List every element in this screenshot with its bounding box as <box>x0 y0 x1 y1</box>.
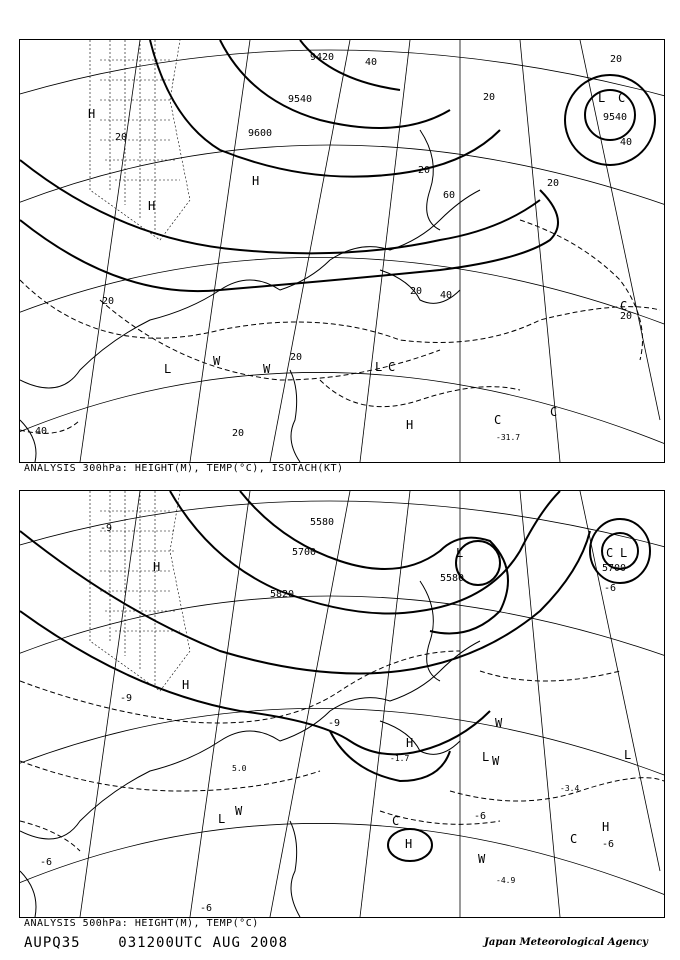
station-value: -4.9 <box>496 876 516 885</box>
analysis-500hpa-map <box>19 490 665 918</box>
pressure-symbols <box>153 546 631 866</box>
isotach-label: 20 <box>547 178 560 189</box>
isotach-label: 20 <box>483 92 496 103</box>
pressure-symbol: C <box>388 360 396 374</box>
map-500hpa-svg <box>20 491 664 917</box>
height-label: 5820 <box>270 589 295 600</box>
pressure-symbol: W <box>478 852 486 866</box>
pressure-symbol: H <box>153 560 161 574</box>
temp-labels <box>40 523 616 914</box>
isotach-label: 40 <box>440 290 453 301</box>
temp-label: -6 <box>200 903 213 914</box>
pressure-symbol: W <box>495 716 503 730</box>
height-label: 5700 <box>602 563 627 574</box>
isotach-label: 40 <box>35 426 48 437</box>
isotach-label: 20 <box>410 286 423 297</box>
pressure-symbol: L <box>456 546 464 560</box>
temp-label: -6 <box>40 857 53 868</box>
pressure-symbol: C <box>618 91 626 105</box>
pressure-symbol: H <box>405 837 413 851</box>
temp-label: -6 <box>474 811 487 822</box>
pressure-symbol: L <box>598 91 606 105</box>
isotach-label: 40 <box>365 57 378 68</box>
pressure-symbol: H <box>88 107 96 121</box>
pressure-symbol: W <box>213 354 221 368</box>
pressure-symbol: L <box>624 748 632 762</box>
pressure-symbol: C <box>494 413 502 427</box>
pressure-symbol: C <box>392 814 400 828</box>
pressure-symbol: L <box>482 750 490 764</box>
station-values <box>232 754 579 885</box>
isotach-label: 40 <box>620 137 633 148</box>
height-labels <box>248 52 627 139</box>
pressure-symbol: W <box>492 754 500 768</box>
analysis-datetime: 031200UTC AUG 2008 <box>118 935 289 951</box>
analysis-300hpa-map <box>19 39 665 463</box>
pressure-symbol: C <box>550 405 558 419</box>
pressure-symbol: H <box>148 199 156 213</box>
pressure-symbol: L <box>620 546 628 560</box>
pressure-symbol: C <box>570 832 578 846</box>
pressure-symbol: L <box>218 812 226 826</box>
height-label: 9600 <box>248 128 273 139</box>
caption-300hpa: ANALYSIS 300hPa: HEIGHT(M), TEMP(°C), ISOTACH(KT) <box>24 463 344 474</box>
isotach-labels <box>35 54 632 439</box>
temp-label: -9 <box>328 718 341 729</box>
pressure-symbol: H <box>406 418 414 432</box>
pressure-symbol: C <box>620 299 628 313</box>
station-value: -1.7 <box>390 754 410 763</box>
pressure-symbol: H <box>602 820 610 834</box>
height-label: 9540 <box>288 94 313 105</box>
chart-id-datetime <box>24 935 288 951</box>
height-label: 5700 <box>292 547 317 558</box>
pressure-symbol: L <box>375 360 383 374</box>
isotach-label: 20 <box>610 54 623 65</box>
pressure-symbol: W <box>235 804 243 818</box>
height-label: 9540 <box>603 112 628 123</box>
station-value: 5.0 <box>232 764 247 773</box>
temp-label: -6 <box>602 839 615 850</box>
chart-id: AUPQ35 <box>24 935 81 951</box>
pressure-symbol: L <box>164 362 172 376</box>
height-label: 9420 <box>310 52 335 63</box>
temp-label: -9 <box>120 693 133 704</box>
height-label: 5580 <box>440 573 465 584</box>
isotach-label: 20 <box>620 311 633 322</box>
height-contours <box>20 40 655 291</box>
map-300hpa-svg <box>20 40 664 462</box>
agency-name: Japan Meteorological Agency <box>484 937 648 948</box>
caption-500hpa: ANALYSIS 500hPa: HEIGHT(M), TEMP(°C) <box>24 918 259 929</box>
isotherms <box>20 651 664 851</box>
pressure-symbol: H <box>182 678 190 692</box>
station-value: -31.7 <box>496 433 521 442</box>
temp-label: -9 <box>100 523 113 534</box>
pressure-symbol: W <box>263 362 271 376</box>
height-contours <box>20 491 650 861</box>
pressure-symbols <box>88 91 627 432</box>
height-labels <box>270 517 626 600</box>
height-label: 5580 <box>310 517 335 528</box>
temp-label: -6 <box>604 583 617 594</box>
isotach-label: 20 <box>418 165 431 176</box>
pressure-symbol: H <box>252 174 260 188</box>
isotach-label: 20 <box>290 352 303 363</box>
pressure-symbol: H <box>406 736 414 750</box>
terrain-grid <box>90 40 190 240</box>
station-value: -3.4 <box>560 784 580 793</box>
isotach-label: 20 <box>102 296 115 307</box>
isotach-label: 20 <box>232 428 245 439</box>
isotach-label: 20 <box>115 132 128 143</box>
isotach-label: 60 <box>443 190 456 201</box>
pressure-symbol: C <box>606 546 614 560</box>
